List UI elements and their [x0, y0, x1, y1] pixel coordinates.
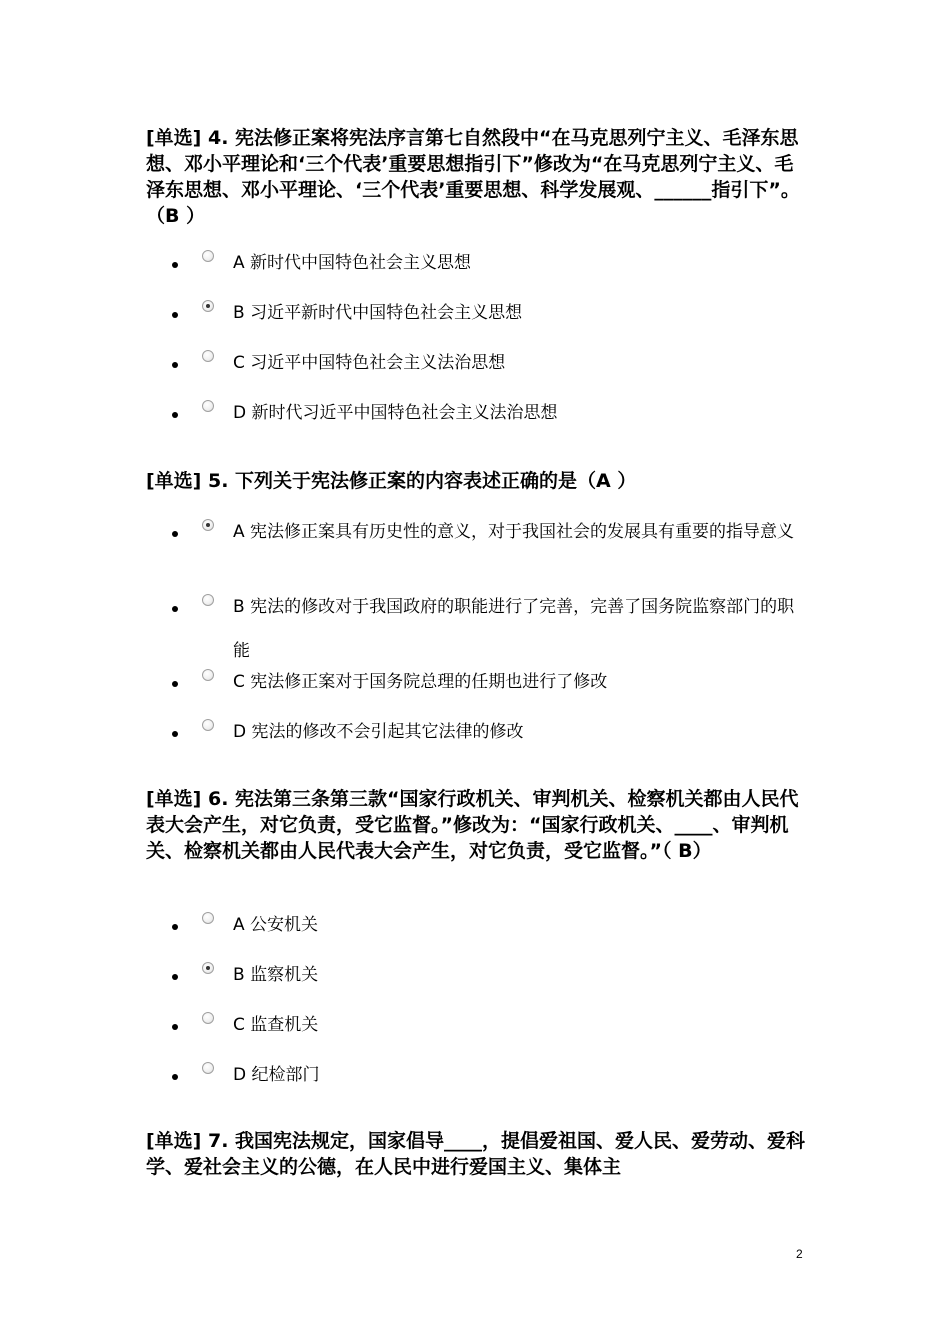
- option-label: A 宪法修正案具有历史性的意义，对于我国社会的发展具有重要的指导意义: [233, 522, 795, 542]
- option-item[interactable]: [0, 1062, 950, 1092]
- option-item[interactable]: [0, 519, 950, 593]
- bullet-icon: [172, 312, 178, 318]
- option-label: D 纪检部门: [233, 1065, 320, 1085]
- option-item[interactable]: [0, 912, 950, 942]
- question-5-text: [单选] 5. 下列关于宪法修正案的内容表述正确的是（A ）: [146, 470, 637, 492]
- option-item[interactable]: [0, 1012, 950, 1042]
- page-number: 2: [796, 1247, 803, 1261]
- bullet-icon: [172, 974, 178, 980]
- radio-button-checked[interactable]: [202, 519, 214, 531]
- radio-button-checked[interactable]: [202, 300, 214, 312]
- radio-button[interactable]: [202, 719, 214, 731]
- option-label: B 监察机关: [233, 965, 319, 985]
- option-item[interactable]: [0, 250, 950, 280]
- radio-button-checked[interactable]: [202, 962, 214, 974]
- bullet-icon: [172, 731, 178, 737]
- bullet-icon: [172, 531, 178, 537]
- option-label: D 新时代习近平中国特色社会主义法治思想: [233, 403, 558, 423]
- option-item[interactable]: [0, 350, 950, 380]
- question-4-text: [单选] 4. 宪法修正案将宪法序言第七自然段中“在马克思列宁主义、毛泽东思想、邓小平理论和‘三个代表’重要思想指引下”修改为“在马克思列宁主义、毛泽东思想、邓小平理论、‘三个代表’重要思想、科学发展观、______指引下”。（B ）: [146, 127, 800, 227]
- option-item[interactable]: [0, 300, 950, 330]
- option-label: C 宪法修正案对于国务院总理的任期也进行了修改: [233, 672, 608, 692]
- radio-button[interactable]: [202, 250, 214, 262]
- option-item[interactable]: [0, 400, 950, 430]
- bullet-icon: [172, 262, 178, 268]
- question-7-text: [单选] 7. 我国宪法规定，国家倡导____，提倡爱祖国、爱人民、爱劳动、爱科学、爱社会主义的公德，在人民中进行爱国主义、集体主: [146, 1130, 806, 1178]
- option-label: C 习近平中国特色社会主义法治思想: [233, 353, 506, 373]
- radio-button[interactable]: [202, 1012, 214, 1024]
- option-item[interactable]: [0, 719, 950, 749]
- bullet-icon: [172, 1024, 178, 1030]
- option-label: A 新时代中国特色社会主义思想: [233, 253, 472, 273]
- radio-button[interactable]: [202, 1062, 214, 1074]
- bullet-icon: [172, 1074, 178, 1080]
- option-item[interactable]: [0, 962, 950, 992]
- option-label: C 监查机关: [233, 1015, 319, 1035]
- bullet-icon: [172, 606, 178, 612]
- option-label: D 宪法的修改不会引起其它法律的修改: [233, 722, 524, 742]
- question-6-text: [单选] 6. 宪法第三条第三款“国家行政机关、审判机关、检察机关都由人民代表大会产生，对它负责，受它监督。”修改为：“国家行政机关、____、审判机关、检察机关都由人民代表大会产生，对它负责，受它监督。”（ B）: [146, 788, 799, 862]
- option-label: B 宪法的修改对于我国政府的职能进行了完善，完善了国务院监察部门的职能: [233, 597, 795, 661]
- option-item[interactable]: [0, 669, 950, 699]
- radio-button[interactable]: [202, 912, 214, 924]
- bullet-icon: [172, 362, 178, 368]
- bullet-icon: [172, 412, 178, 418]
- radio-button[interactable]: [202, 350, 214, 362]
- option-item[interactable]: [0, 594, 950, 668]
- radio-button[interactable]: [202, 594, 214, 606]
- bullet-icon: [172, 924, 178, 930]
- option-label: B 习近平新时代中国特色社会主义思想: [233, 303, 523, 323]
- radio-button[interactable]: [202, 400, 214, 412]
- bullet-icon: [172, 681, 178, 687]
- option-label: A 公安机关: [233, 915, 319, 935]
- radio-button[interactable]: [202, 669, 214, 681]
